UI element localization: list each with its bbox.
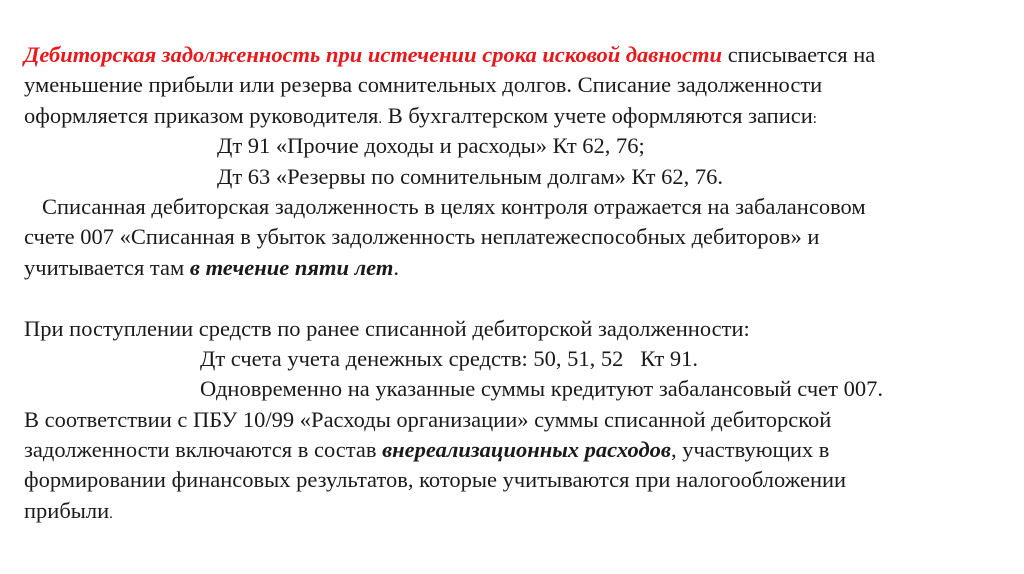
p4-line-2 — [24, 435, 1009, 465]
p4-line-3: формировании финансовых результатов, которые учитываются при налогообложении — [24, 467, 847, 493]
p1-line-3-colon: : — [812, 110, 817, 127]
p2-line-3 — [24, 253, 1009, 283]
p4-line-2-end: , участвующих в — [670, 437, 830, 463]
p1-entry-2: Дт 63 «Резервы по сомнительным долгам» Кт 62, 76. — [217, 163, 723, 189]
p1-line-3-dot: . — [378, 110, 383, 127]
p2-line-3-start: учитывается там — [24, 254, 190, 280]
p3-entry-1: Дт счета учета денежных средств: 50, 51, 52 Кт 91. — [200, 345, 698, 371]
p4-line-1: В соответствии с ПБУ 10/99 «Расходы организации» суммы списанной дебиторской — [24, 406, 832, 432]
p4-line-4 — [24, 496, 1009, 526]
p1-entry-1: Дт 91 «Прочие доходы и расходы» Кт 62, 76; — [217, 133, 645, 159]
p4-line-2-start: задолженности включаются в состав — [24, 437, 383, 463]
p1-line-3-text: оформляется приказом руководителя — [24, 102, 379, 128]
p3-entry-2: Одновременно на указанные суммы кредитуют забалансовый счет 007. — [200, 376, 883, 402]
p1-line-1 — [24, 40, 1009, 70]
p4-line-2-bold: внереализационных расходов — [382, 437, 671, 463]
p3-line-1: При поступлении средств по ранее списанной дебиторской задолженности: — [24, 315, 750, 341]
p2-line-1: Списанная дебиторская задолженность в целях контроля отражается на забалансовом — [42, 193, 866, 219]
p1-line-3 — [24, 101, 1009, 131]
blank-line — [24, 283, 1009, 313]
p4-line-4-dot: . — [109, 505, 113, 522]
p1-line-1-rest: списывается на — [722, 42, 876, 67]
p1-title-red: Дебиторская задолженность при истечении срока исковой давности — [24, 42, 723, 67]
p1-line-3-rest: В бухгалтерском учете оформляются записи — [382, 102, 813, 128]
p2-line-3-bold: в течение пяти лет — [189, 254, 394, 280]
p2-line-3-end: . — [393, 254, 399, 280]
slide-text-body — [24, 40, 1009, 526]
p1-line-2: уменьшение прибыли или резерва сомнительных долгов. Списание задолженности — [24, 72, 823, 98]
p4-line-4-text: прибыли — [24, 497, 110, 523]
p2-line-2: счете 007 «Списанная в убыток задолженность неплатежеспособных дебиторов» и — [24, 224, 820, 250]
